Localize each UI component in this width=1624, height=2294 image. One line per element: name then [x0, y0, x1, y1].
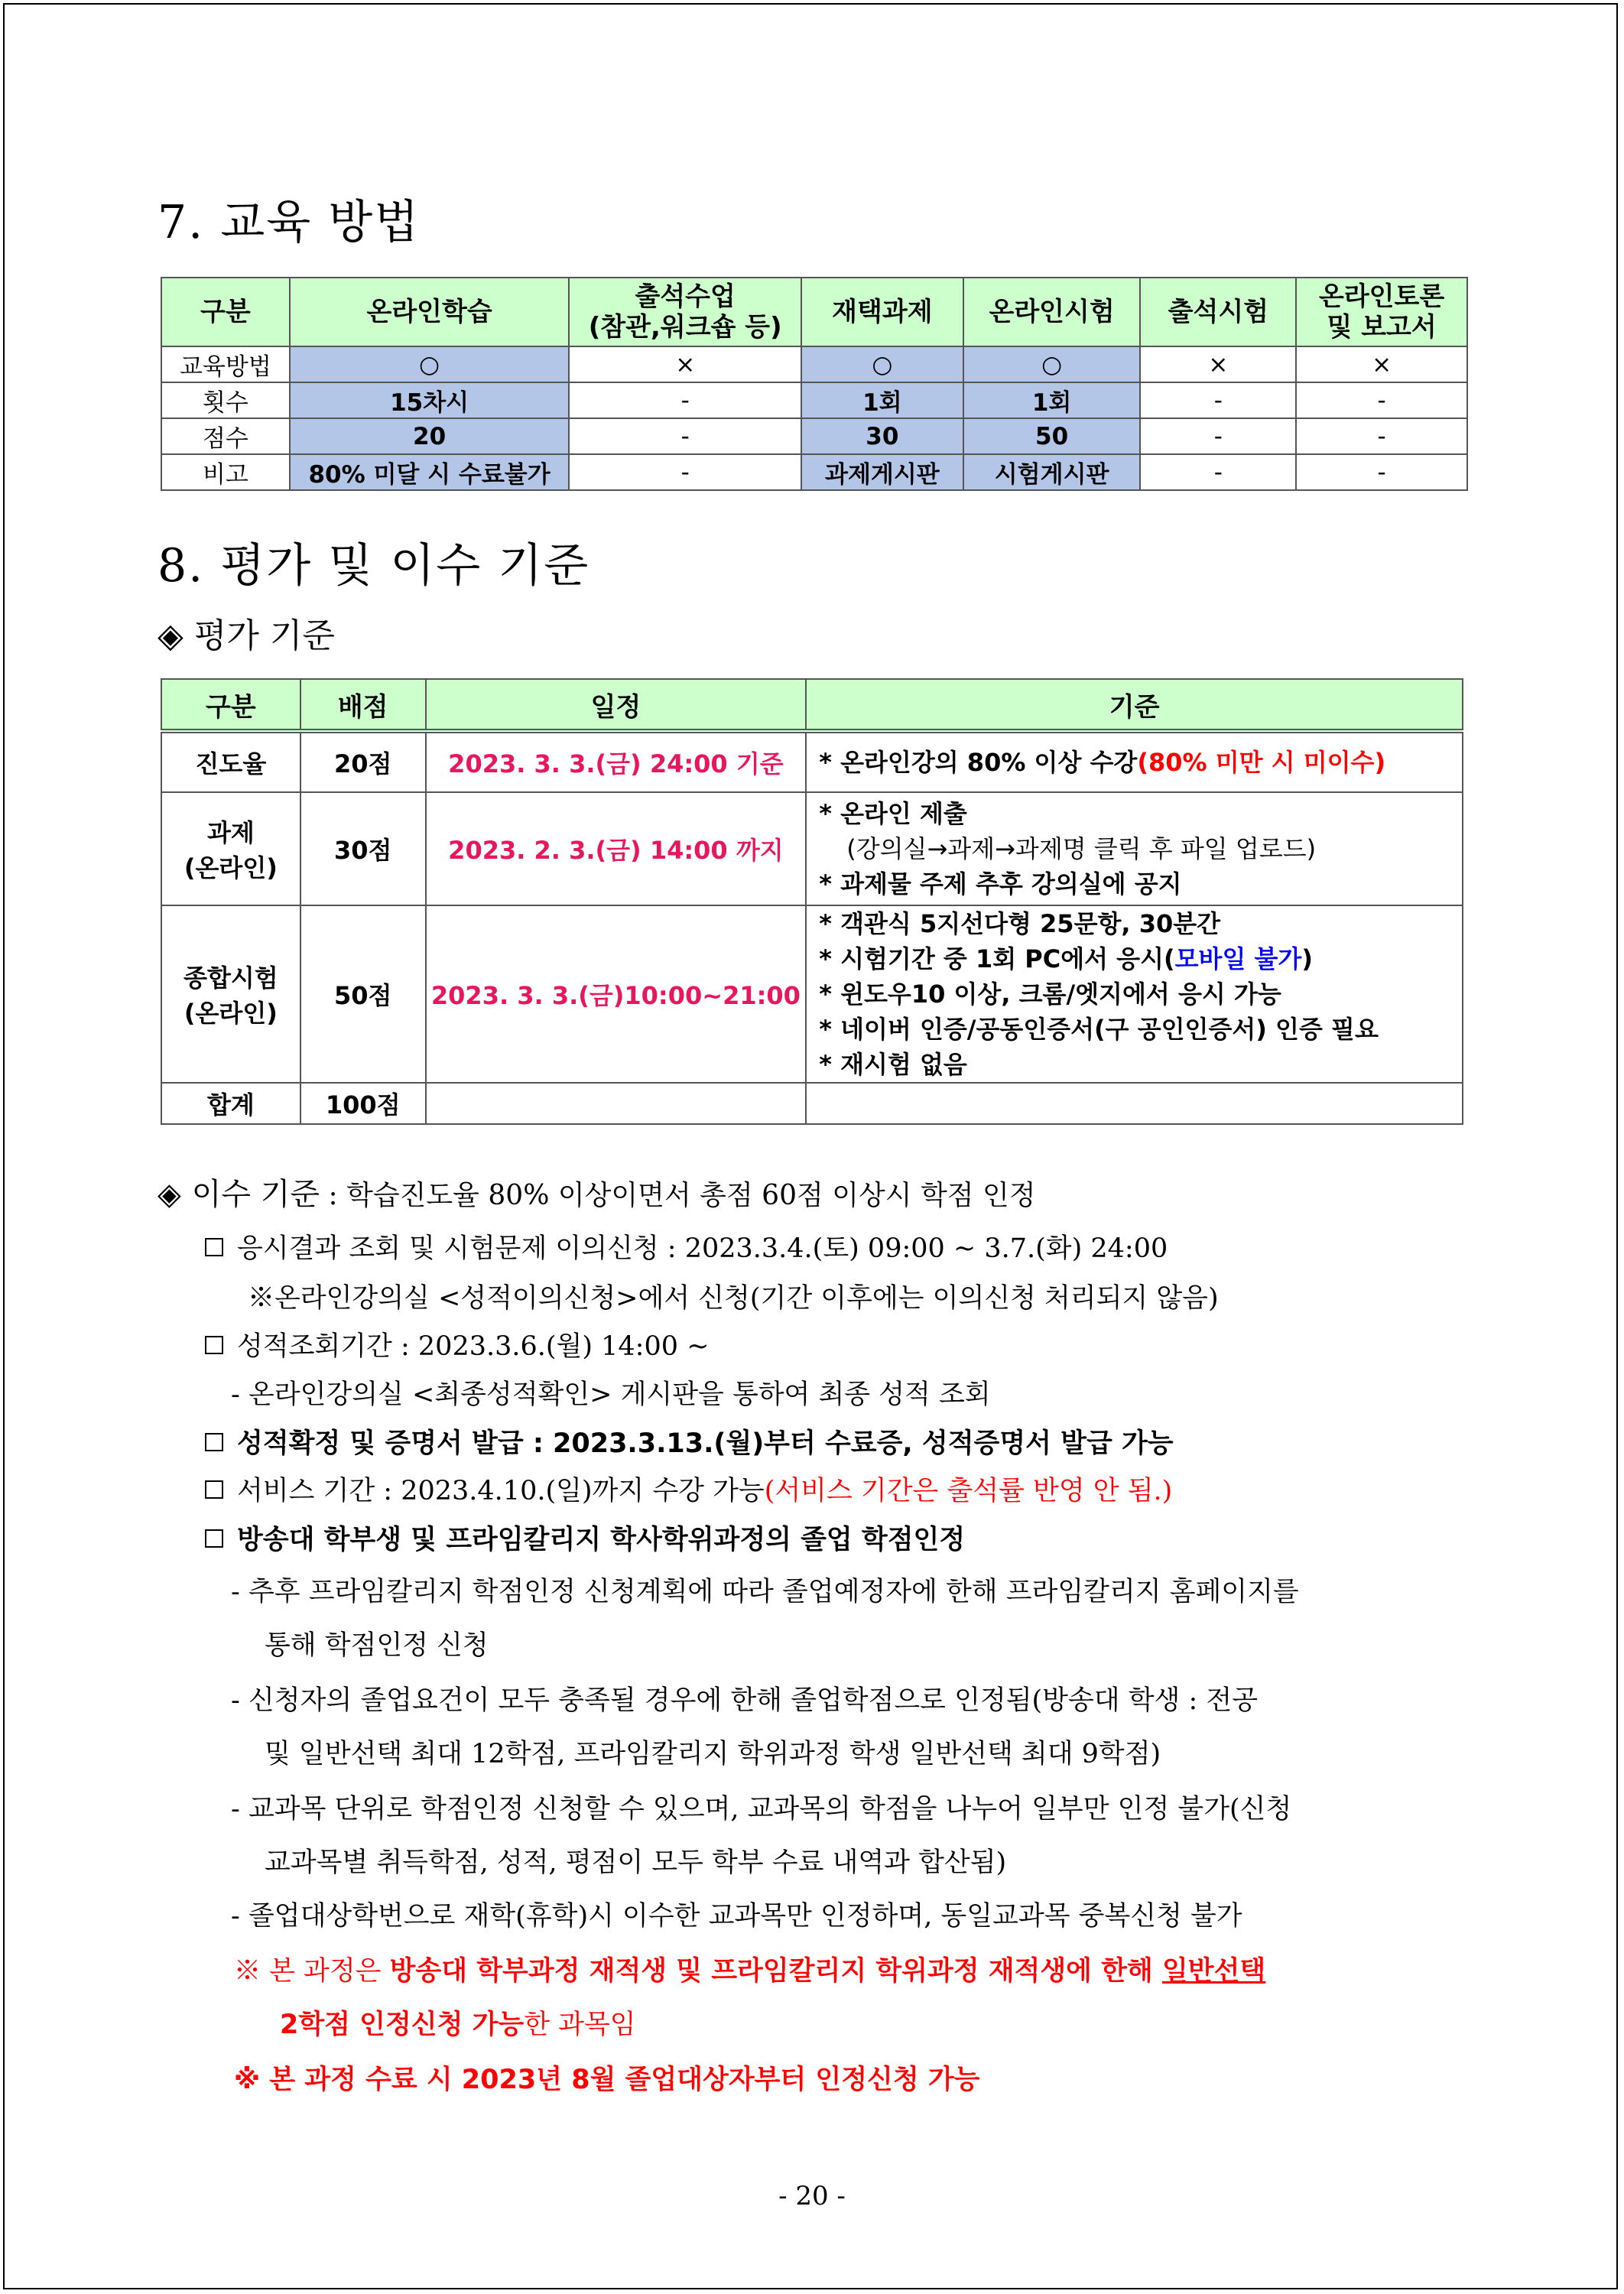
header-cell: 구분: [161, 679, 300, 731]
score-cell: 100점: [300, 1083, 426, 1124]
table-cell: 30: [801, 418, 963, 454]
checkbox-bullet-icon: [205, 1433, 223, 1451]
row-label: 점수: [161, 418, 290, 454]
table-cell: ×: [1296, 346, 1467, 382]
table-cell: -: [1140, 418, 1296, 454]
header-cell: 온라인토론 및 보고서: [1296, 278, 1467, 346]
criteria-cell: * 온라인 제출 (강의실→과제→과제명 클릭 후 파일 업로드) * 과제물 주제 추후 강의실에 공지: [806, 792, 1463, 905]
table-cell: 시험게시판: [963, 454, 1141, 490]
diamond-icon: ◈: [158, 616, 184, 655]
sub-line: - 추후 프라임칼리지 학점인정 신청계획에 따라 졸업예정자에 한해 프라임칼리지 홈페이지를: [231, 1577, 1299, 1607]
sub-line: - 교과목 단위로 학점인정 신청할 수 있으며, 교과목의 학점을 나누어 일부만 인정 불가(신청: [231, 1794, 1292, 1824]
evaluation-criteria-table: [161, 678, 1463, 1125]
sub-line: 교과목별 취득학점, 성적, 평점이 모두 학부 수료 내역과 합산됨): [265, 1847, 1007, 1878]
bullet-line: 방송대 학부생 및 프라임칼리지 학사학위과정의 졸업 학점인정: [205, 1519, 965, 1557]
table-cell: -: [1140, 454, 1296, 490]
note-line: ※온라인강의실 <성적이의신청>에서 신청(기간 이후에는 이의신청 처리되지 않음): [248, 1283, 1219, 1314]
table-header-row: [161, 278, 1467, 346]
diamond-icon: ◈: [158, 1177, 181, 1212]
header-cell: 온라인시험: [963, 278, 1141, 346]
table-row: [161, 454, 1467, 490]
checkbox-bullet-icon: [205, 1238, 223, 1256]
bullet-line: 응시결과 조회 및 시험문제 이의신청 : 2023.3.4.(토) 09:00 ~ 3.7.(화) 24:00: [205, 1227, 1168, 1266]
score-cell: 20점: [300, 731, 426, 792]
table-cell: 15차시: [290, 382, 570, 418]
table-row: [161, 905, 1463, 1083]
row-label: 과제 (온라인): [161, 792, 300, 905]
section-8-title: 8. 평가 및 이수 기준: [158, 539, 590, 593]
table-cell: ○: [290, 346, 570, 382]
score-cell: 30점: [300, 792, 426, 905]
completion-heading: ◈ 이수 기준 : 학습진도율 80% 이상이면서 총점 60점 이상시 학점 인정: [158, 1177, 1036, 1212]
sub-line: 및 일반선택 최대 12학점, 프라임칼리지 학위과정 학생 일반선택 최대 9학점): [265, 1739, 1161, 1769]
header-cell: 출석시험: [1140, 278, 1296, 346]
table-cell: -: [1296, 382, 1467, 418]
header-cell: 출석수업 (참관,워크숍 등): [569, 278, 801, 346]
date-cell: [426, 1083, 807, 1124]
table-cell: 20: [290, 418, 570, 454]
table-cell: -: [1140, 382, 1296, 418]
checkbox-bullet-icon: [205, 1480, 223, 1499]
score-cell: 50점: [300, 905, 426, 1083]
date-cell: 2023. 2. 3.(금) 14:00 까지: [426, 792, 807, 905]
table-row: [161, 346, 1467, 382]
row-label: 합계: [161, 1083, 300, 1124]
criteria-cell: * 온라인강의 80% 이상 수강(80% 미만 시 미이수): [806, 731, 1463, 792]
date-cell: 2023. 3. 3.(금)10:00~21:00: [426, 905, 807, 1083]
table-cell: ×: [1140, 346, 1296, 382]
table-row: [161, 382, 1467, 418]
education-method-table: [161, 277, 1468, 491]
bullet-line: 성적조회기간 : 2023.3.6.(월) 14:00 ~: [205, 1325, 709, 1363]
criteria-cell: * 객관식 5지선다형 25문항, 30분간 * 시험기간 중 1회 PC에서 응시(모바일 불가) * 윈도우10 이상, 크롬/엣지에서 응시 가능 * 네이버 인증/공동인증서(구 공인인증서) 인증 필요 * 재시험 없음: [806, 905, 1463, 1083]
table-row: [161, 1083, 1463, 1124]
row-label: 교육방법: [161, 346, 290, 382]
evaluation-subtitle: ◈ 평가 기준: [158, 616, 335, 655]
row-label: 비고: [161, 454, 290, 490]
section-7-title: 7. 교육 방법: [158, 196, 421, 249]
bullet-line: 서비스 기간 : 2023.4.10.(일)까지 수강 가능(서비스 기간은 출석률 반영 안 됨.): [205, 1470, 1172, 1508]
header-cell: 재택과제: [801, 278, 963, 346]
table-cell: ○: [963, 346, 1141, 382]
table-cell: -: [569, 382, 801, 418]
header-cell: 기준: [806, 679, 1463, 731]
header-cell: 구분: [161, 278, 290, 346]
bullet-line: 성적확정 및 증명서 발급 : 2023.3.13.(월)부터 수료증, 성적증명서 발급 가능: [205, 1422, 1174, 1461]
page-number: - 20 -: [778, 2181, 846, 2211]
table-cell: 과제게시판: [801, 454, 963, 490]
sub-line: 통해 학점인정 신청: [265, 1630, 489, 1661]
row-label: 진도율: [161, 731, 300, 792]
sub-line: - 졸업대상학번으로 재학(휴학)시 이수한 교과목만 인정하며, 동일교과목 중복신청 불가: [231, 1901, 1242, 1932]
checkbox-bullet-icon: [205, 1529, 223, 1548]
table-header-row: [161, 679, 1463, 731]
checkbox-bullet-icon: [205, 1336, 223, 1354]
table-row: [161, 792, 1463, 905]
date-cell: 2023. 3. 3.(금) 24:00 기준: [426, 731, 807, 792]
table-cell: -: [1296, 454, 1467, 490]
table-cell: 80% 미달 시 수료불가: [290, 454, 570, 490]
notice-line: ※ 본 과정은 방송대 학부과정 재적생 및 프라임칼리지 학위과정 재적생에 한해 일반선택: [234, 1956, 1266, 1987]
header-cell: 일정: [426, 679, 807, 731]
notice-line: 2학점 인정신청 가능한 과목임: [280, 2010, 636, 2040]
criteria-cell: [806, 1083, 1463, 1124]
table-cell: 1회: [801, 382, 963, 418]
table-cell: 50: [963, 418, 1141, 454]
table-cell: -: [569, 454, 801, 490]
header-cell: 배점: [300, 679, 426, 731]
row-label: 종합시험 (온라인): [161, 905, 300, 1083]
sub-line: - 온라인강의실 <최종성적확인> 게시판을 통하여 최종 성적 조회: [231, 1379, 991, 1410]
table-cell: 1회: [963, 382, 1141, 418]
table-cell: -: [569, 418, 801, 454]
row-label: 횟수: [161, 382, 290, 418]
table-cell: ○: [801, 346, 963, 382]
table-row: [161, 418, 1467, 454]
sub-line: - 신청자의 졸업요건이 모두 충족될 경우에 한해 졸업학점으로 인정됨(방송대 학생 : 전공: [231, 1685, 1259, 1716]
header-cell: 온라인학습: [290, 278, 570, 346]
notice-line: ※ 본 과정 수료 시 2023년 8월 졸업대상자부터 인정신청 가능: [234, 2065, 980, 2095]
table-cell: -: [1296, 418, 1467, 454]
table-cell: ×: [569, 346, 801, 382]
table-row: [161, 731, 1463, 792]
